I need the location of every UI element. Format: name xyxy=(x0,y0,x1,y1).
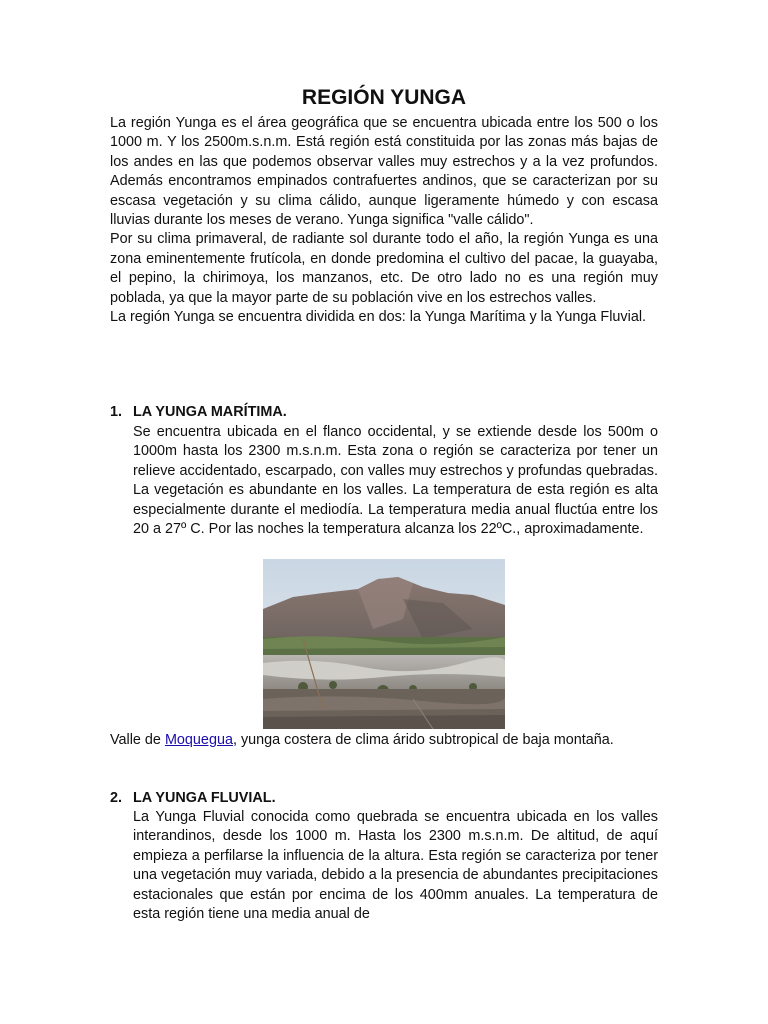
section-text-yunga-maritima: Se encuentra ubicada en el flanco occidental, y se extiende desde los 500m o 1000m hasta los 2300 m.s.n.m. Esta zona o región se caracteriza por tener un relieve accidentado, escarpado, con valles muy estrechos y profundas quebradas. La vegetación es abundante en los valles. La temperatura de esta región es alta especialmente durante el mediodía. La temperatura media anual fluctúa entre los 20 a 27º C. Por las noches la temperatura alcanza los 22ºC., aproximadamente. xyxy=(133,424,658,538)
moquegua-link[interactable]: Moquegua xyxy=(164,732,233,748)
section-heading-yunga-maritima xyxy=(110,403,287,422)
section-heading-yunga-fluvial xyxy=(110,789,276,808)
intro-paragraph-2: Por su clima primaveral, de radiante sol durante todo el año, la región Yunga es una zona eminentemente frutícola, en donde predomina el cultivo del pacae, la guayaba, el pepino, la chirimoya, los manzanos, etc. De otro lado no es una región muy poblada, ya que la mayor parte de su población vive en los estrechos valles. xyxy=(110,231,658,306)
section-heading-label: LA YUNGA MARÍTIMA. xyxy=(133,404,287,420)
intro-paragraph-3: La región Yunga se encuentra dividida en dos: la Yunga Marítima y la Yunga Fluvial. xyxy=(110,309,647,326)
caption-text-after: , yunga costera de clima árido subtropical de baja montaña. xyxy=(232,732,614,748)
valley-photo xyxy=(263,559,505,729)
caption-text-before: Valle de xyxy=(110,732,165,748)
moquegua-valley-image xyxy=(263,559,505,729)
section-number: 1. xyxy=(110,404,123,420)
section-heading-label: LA YUNGA FLUVIAL. xyxy=(133,790,276,806)
intro-paragraph-1: La región Yunga es el área geográfica que se encuentra ubicada entre los 500 o los 1000 m. Y los 2500m.s.n.m. Está región está constituida por las zonas más bajas de los andes en las que podemos observar valles muy estrechos y a la vez profundos. Además encontramos empinados contrafuertes andinos, que se caracterizan por su escasa vegetación y su clima cálido, aunque ligeramente húmedo y con escasa lluvias durante los meses de verano. Yunga significa "valle cálido". xyxy=(110,115,658,229)
intro-text xyxy=(110,114,658,327)
section-number: 2. xyxy=(110,790,123,806)
section-text-yunga-fluvial: La Yunga Fluvial conocida como quebrada se encuentra ubicada en los valles interandinos, desde los 1000 m. Hasta los 2300 m.s.n.m. De altitud, de aquí empieza a perfilarse la influencia de la altura. Esta región se caracteriza por tener una vegetación muy variada, debido a la presencia de abundantes precipitaciones estacionales que están por encima de los 400mm anuales. La temperatura de esta región tiene una media anual de xyxy=(133,809,658,923)
photo-caption xyxy=(110,731,614,750)
page-title: REGIÓN YUNGA xyxy=(301,86,467,109)
